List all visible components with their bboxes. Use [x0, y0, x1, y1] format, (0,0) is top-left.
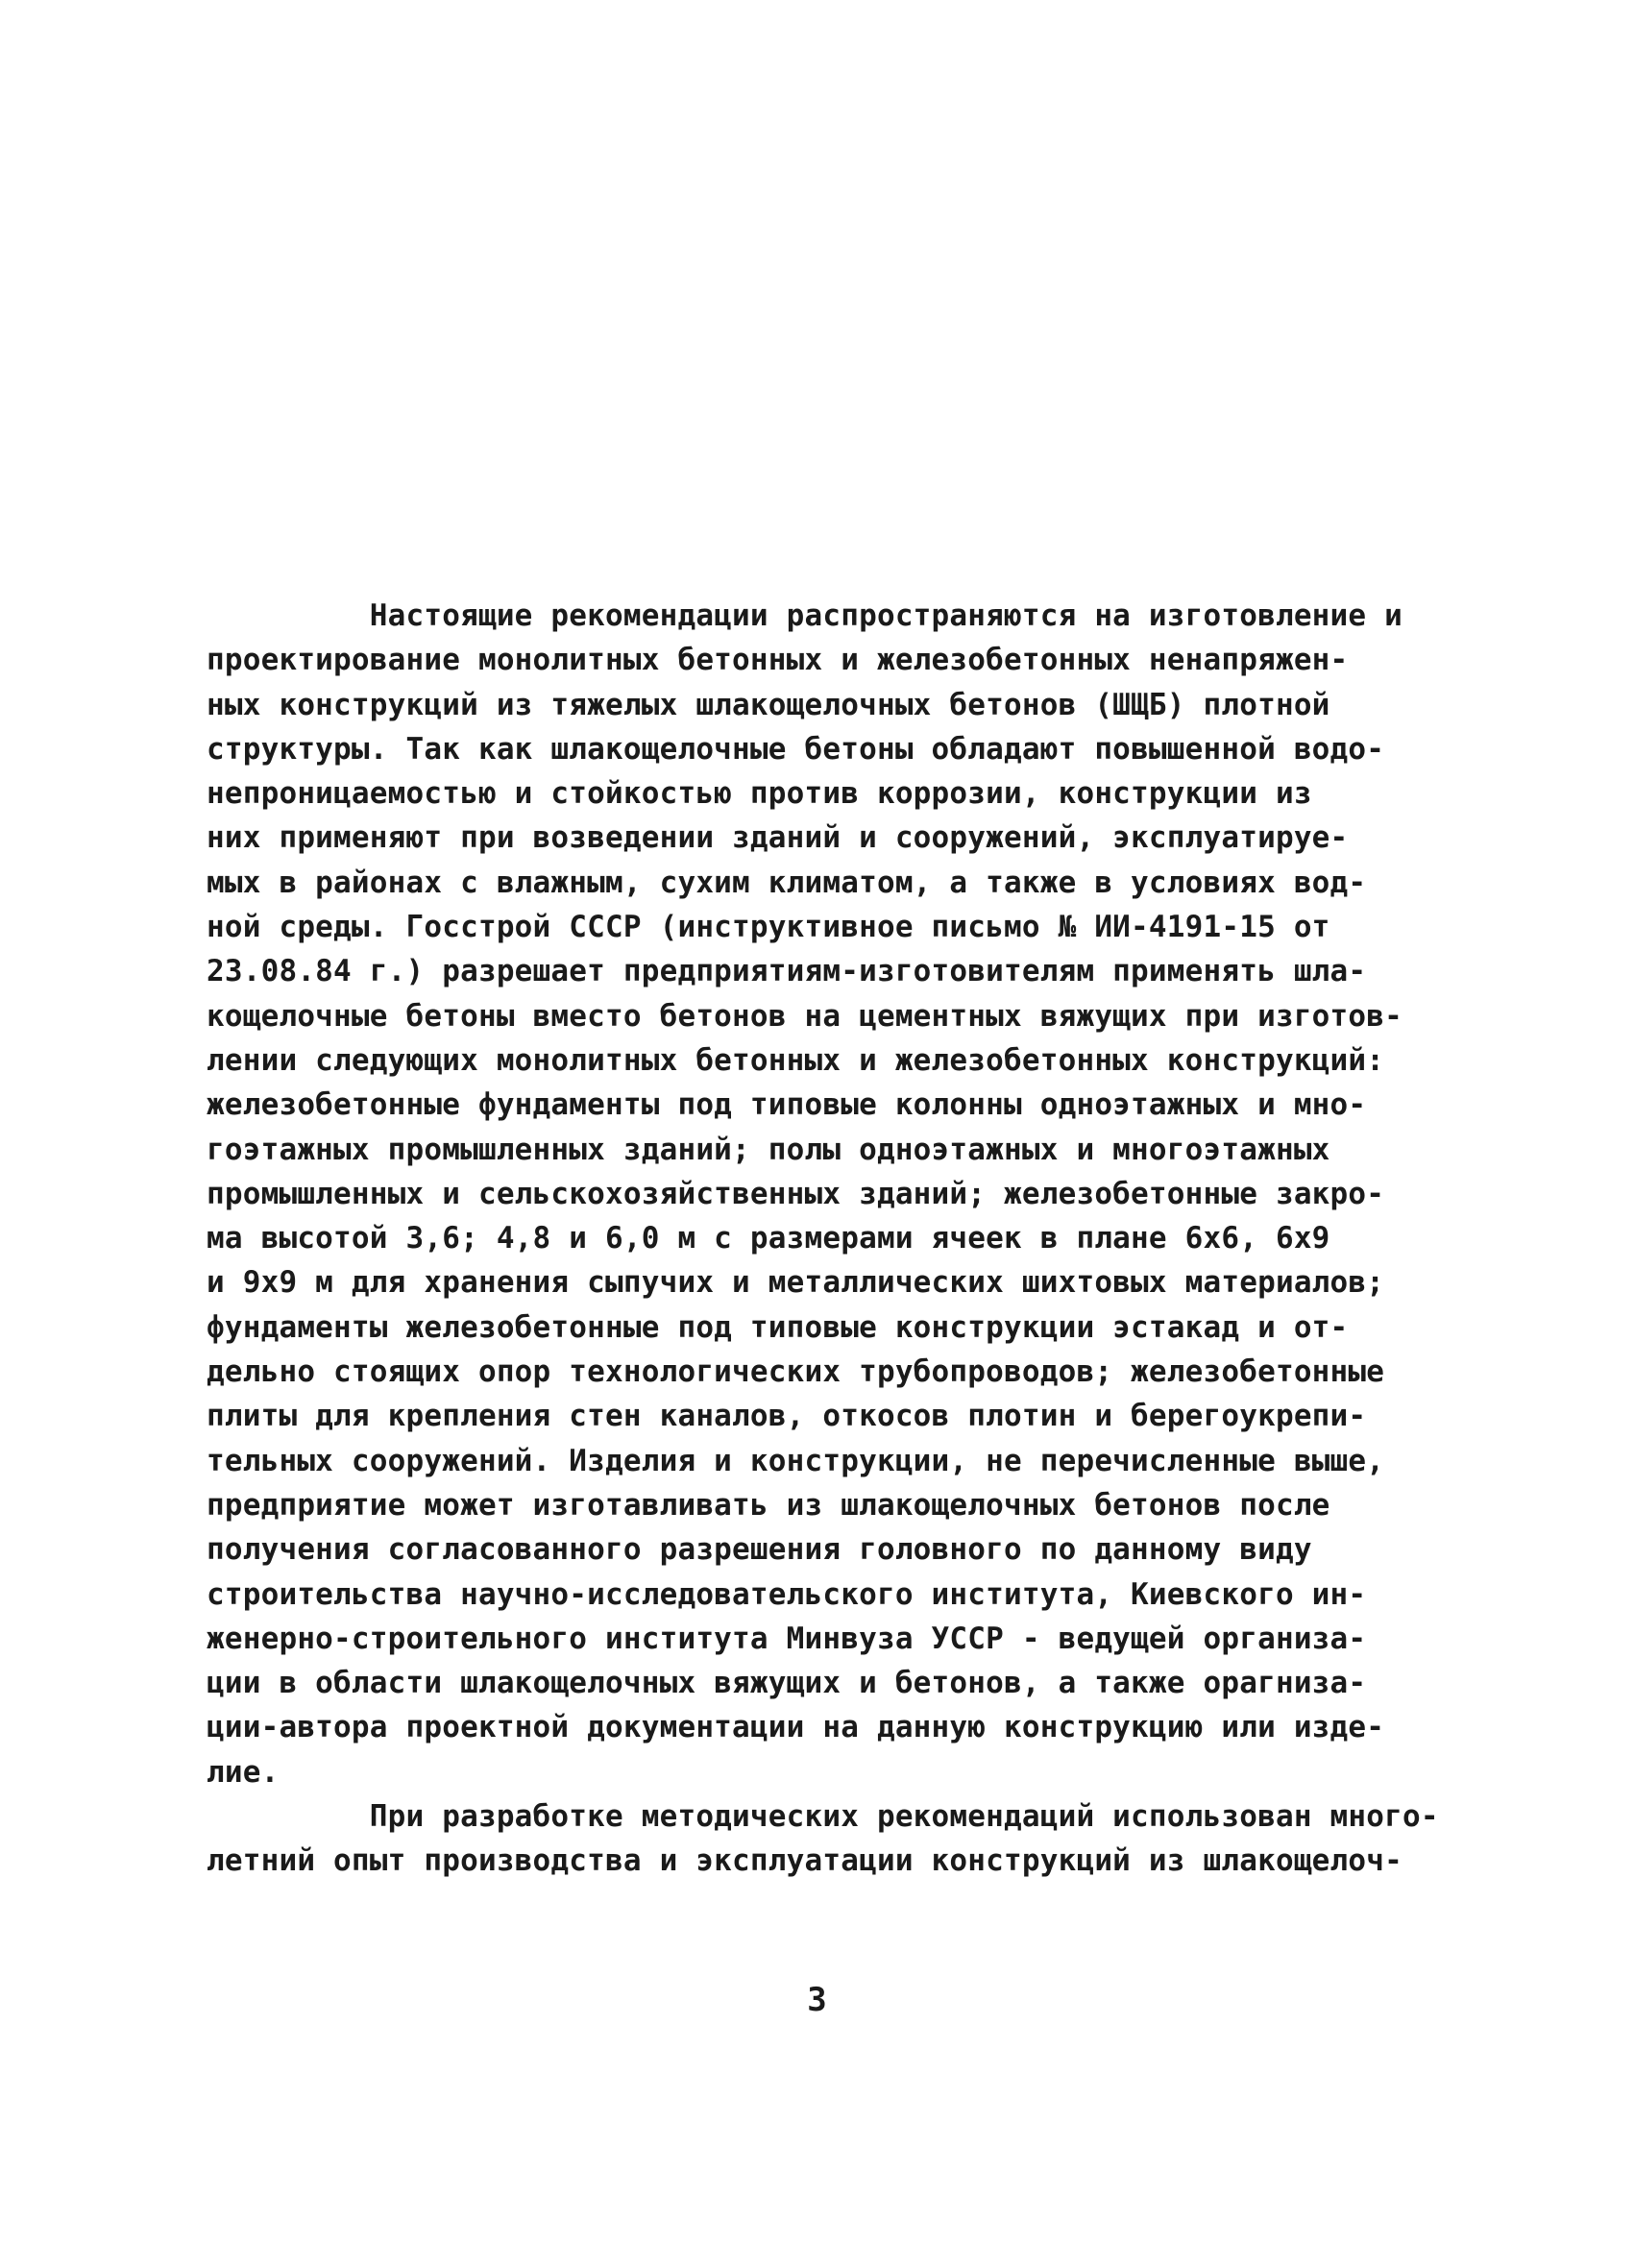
text-line: дельно стоящих опор технологических трубопроводов; железобетонные: [207, 1354, 1385, 1390]
text-line: ной среды. Госстрой СССР (инструктивное письмо № ИИ-4191-15 от: [207, 910, 1330, 945]
text-line: лении следующих монолитных бетонных и железобетонных конструкций:: [207, 1042, 1385, 1078]
text-line: структуры. Так как шлакощелочные бетоны обладают повышенной водо-: [207, 731, 1385, 767]
text-line: них применяют при возведении зданий и сооружений, эксплуатируе-: [207, 820, 1349, 856]
text-line: При разработке методических рекомендаций использован много-: [207, 1799, 1439, 1835]
text-line: промышленных и сельскохозяйственных зданий; железобетонные закро-: [207, 1176, 1385, 1211]
text-line: Настоящие рекомендации распространяются на изготовление и: [207, 598, 1402, 633]
text-line: кощелочные бетоны вместо бетонов на цементных вяжущих при изготов-: [207, 998, 1402, 1034]
text-line: ции в области шлакощелочных вяжущих и бетонов, а также орагниза-: [207, 1666, 1367, 1701]
text-line: 23.08.84 г.) разрешает предприятиям-изготовителям применять шла-: [207, 954, 1367, 989]
text-line: женерно-строительного института Минвуза УССР - ведущей организа-: [207, 1621, 1367, 1656]
text-line: железобетонные фундаменты под типовые колонны одноэтажных и мно-: [207, 1087, 1367, 1123]
text-line: проектирование монолитных бетонных и железобетонных ненапряжен-: [207, 643, 1349, 678]
page-number: 3: [807, 1981, 827, 2019]
text-line: предприятие может изготавливать из шлакощелочных бетонов после: [207, 1487, 1330, 1523]
text-line: летний опыт производства и эксплуатации конструкций из шлакощелоч-: [207, 1843, 1402, 1879]
text-line: непроницаемостью и стойкостью против коррозии, конструкции из: [207, 776, 1312, 812]
text-line: ции-автора проектной документации на данную конструкцию или изде-: [207, 1710, 1385, 1745]
text-line: мых в районах с влажным, сухим климатом, а также в условиях вод-: [207, 865, 1367, 900]
text-line: плиты для крепления стен каналов, откосов плотин и берегоукрепи-: [207, 1399, 1367, 1434]
text-line: и 9х9 м для хранения сыпучих и металлических шихтовых материалов;: [207, 1265, 1385, 1301]
text-line: ма высотой 3,6; 4,8 и 6,0 м с размерами ячеек в плане 6х6, 6х9: [207, 1221, 1330, 1256]
text-line: строительства научно-исследовательского института, Киевского ин-: [207, 1576, 1367, 1612]
body-text: [207, 594, 1446, 1884]
text-line: гоэтажных промышленных зданий; полы одноэтажных и многоэтажных: [207, 1132, 1330, 1167]
text-line: фундаменты железобетонные под типовые конструкции эстакад и от-: [207, 1309, 1349, 1345]
text-line: получения согласованного разрешения головного по данному виду: [207, 1532, 1312, 1568]
text-line: лие.: [207, 1754, 280, 1790]
text-line: ных конструкций из тяжелых шлакощелочных бетонов (ШЩБ) плотной: [207, 687, 1330, 722]
text-line: тельных сооружений. Изделия и конструкции, не перечисленные выше,: [207, 1443, 1385, 1478]
